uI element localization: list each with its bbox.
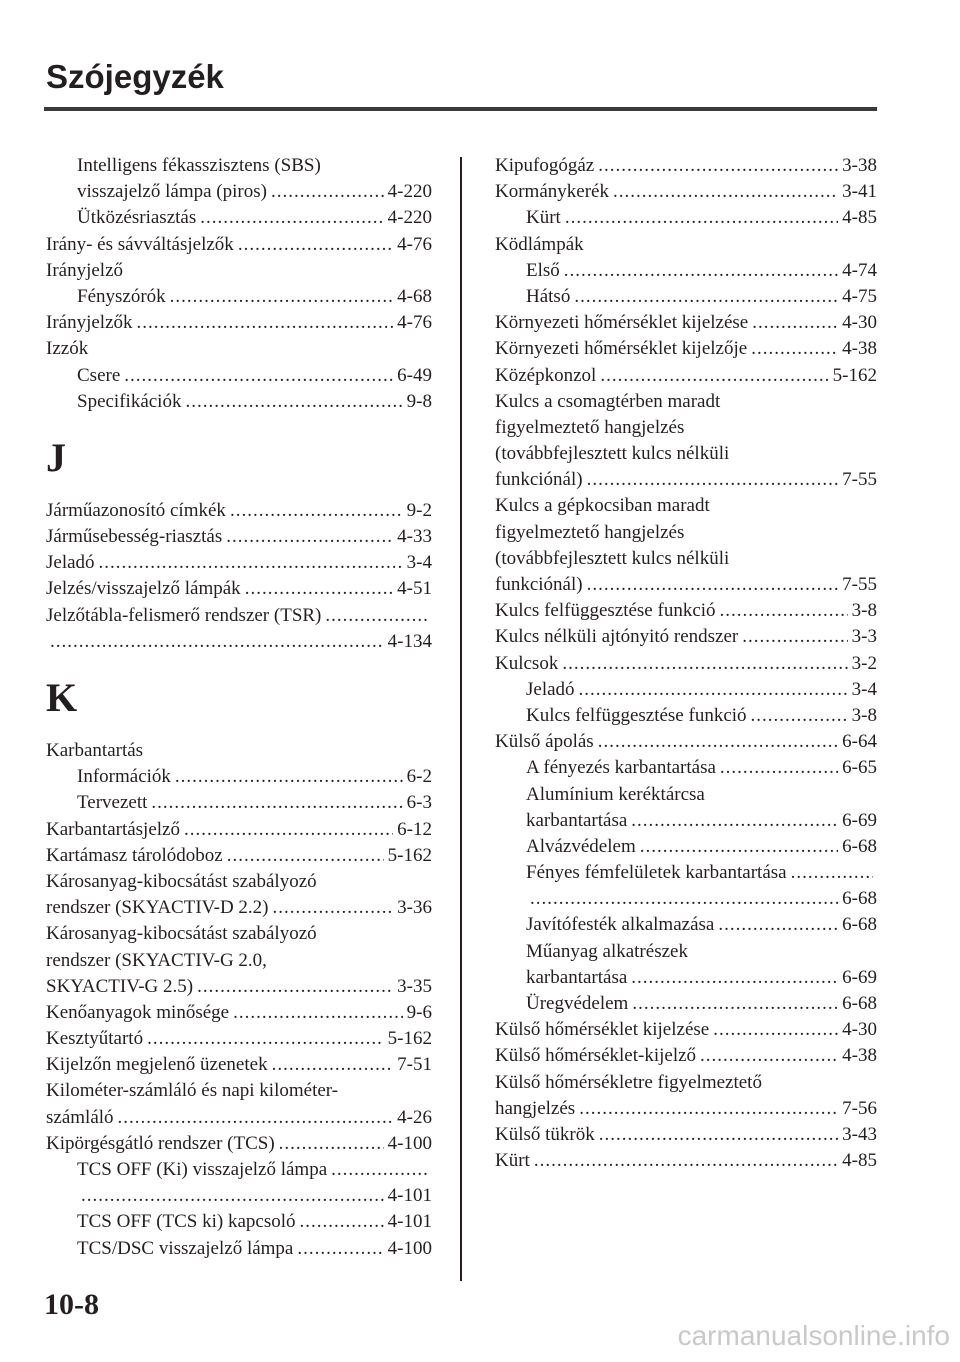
entry-label: Külső hőmérséklet-kijelző — [495, 1045, 697, 1067]
entry-page-ref: 4-134 — [387, 630, 432, 652]
entry-page-ref: 9-8 — [406, 390, 432, 412]
entry-label: Ütközésriasztás — [77, 207, 197, 229]
index-subentry — [46, 764, 432, 790]
entry-page-ref: 3-43 — [842, 1123, 877, 1145]
entry-page-ref: 9-6 — [406, 1001, 432, 1023]
entry-page-ref: 3-2 — [851, 652, 877, 674]
entry-label: Alumínium keréktárcsa — [526, 783, 705, 805]
index-subentry — [46, 153, 432, 179]
entry-page-ref: 7-56 — [842, 1097, 877, 1119]
entry-page-ref: 4-85 — [842, 207, 877, 229]
dot-leader — [273, 895, 394, 921]
index-entry — [46, 817, 432, 843]
entry-label: Kormánykerék — [495, 181, 609, 203]
entry-page-ref: 3-35 — [397, 975, 432, 997]
dot-leader — [325, 603, 428, 629]
entry-page-ref: 4-220 — [387, 181, 432, 203]
entry-label: számláló — [46, 1106, 114, 1128]
entry-label: Jelzés/visszajelző lámpák — [46, 578, 241, 600]
index-entry — [46, 498, 432, 524]
index-entry — [495, 651, 877, 677]
dot-leader — [50, 629, 384, 655]
index-subentry — [46, 1209, 432, 1235]
index-entry — [495, 336, 877, 362]
entry-label: Környezeti hőmérséklet kijelzése — [495, 312, 749, 334]
dot-leader — [331, 1157, 428, 1183]
index-entry — [46, 336, 432, 362]
dot-leader — [564, 258, 838, 284]
index-subentry — [46, 790, 432, 816]
entry-label: Kürt — [526, 207, 561, 229]
dot-leader — [613, 179, 838, 205]
index-subentry — [46, 179, 432, 205]
index-entry — [46, 1052, 432, 1078]
entry-page-ref: 5-162 — [832, 364, 877, 386]
entry-label: Kipörgésgátló rendszer (TCS) — [46, 1132, 275, 1154]
dot-leader — [742, 624, 847, 650]
dot-leader — [565, 205, 838, 231]
entry-label: Hátsó — [526, 285, 571, 307]
entry-label: Kulcsok — [495, 652, 559, 674]
index-entry — [46, 921, 432, 947]
entry-page-ref: 3-36 — [397, 897, 432, 919]
entry-page-ref: 6-65 — [842, 757, 877, 779]
entry-page-ref: 4-51 — [397, 578, 432, 600]
dot-leader — [226, 524, 393, 550]
index-subentry — [46, 1157, 432, 1183]
entry-label: Külső hőmérséklet kijelzése — [495, 1019, 710, 1041]
index-subentry — [495, 284, 877, 310]
dot-leader — [631, 808, 838, 834]
entry-page-ref: 4-30 — [842, 312, 877, 334]
entry-page-ref: 3-4 — [851, 678, 877, 700]
index-entry — [495, 1070, 877, 1096]
index-subentry — [495, 939, 877, 965]
index-column-right — [495, 153, 877, 1174]
entry-page-ref: 4-85 — [842, 1150, 877, 1172]
index-entry — [46, 603, 432, 629]
entry-label: Kartámasz tárolódoboz — [46, 844, 223, 866]
index-entry — [46, 843, 432, 869]
dot-leader — [227, 843, 384, 869]
entry-label: Alvázvédelem — [526, 835, 636, 857]
index-entry — [46, 1131, 432, 1157]
entry-label: Irányjelzők — [46, 312, 133, 334]
dot-leader — [534, 1148, 838, 1174]
dot-leader — [751, 703, 848, 729]
index-subentry — [495, 834, 877, 860]
index-entry — [495, 1017, 877, 1043]
entry-label: TCS OFF (Ki) visszajelző lámpa — [77, 1159, 328, 1180]
entry-label: Intelligens fékasszisztens (SBS) — [77, 155, 321, 176]
entry-label: Károsanyag-kibocsátást szabályozó — [46, 923, 317, 945]
entry-page-ref: 6-2 — [406, 766, 432, 788]
dot-leader — [600, 363, 828, 389]
dot-leader — [632, 991, 838, 1017]
entry-label: Ködlámpák — [495, 233, 584, 255]
entry-label: karbantartása — [526, 809, 628, 831]
index-subentry — [495, 755, 877, 781]
dot-leader — [530, 886, 838, 912]
dot-leader — [230, 498, 403, 524]
index-entry — [495, 441, 877, 467]
entry-label: Járműazonosító címkék — [46, 499, 226, 521]
entry-page-ref: 6-68 — [842, 835, 877, 857]
entry-label: Kulcs felfüggesztése funkció — [495, 600, 716, 622]
entry-label: Középkonzol — [495, 364, 597, 386]
entry-page-ref: 3-3 — [851, 626, 877, 648]
dot-leader — [147, 1026, 384, 1052]
dot-leader — [99, 550, 403, 576]
entry-label: Fényszórók — [77, 285, 166, 307]
entry-label: rendszer (SKYACTIV-D 2.2) — [46, 897, 269, 919]
entry-label: funkciónál) — [495, 469, 583, 491]
entry-label: Üregvédelem — [526, 993, 629, 1014]
entry-page-ref: 4-100 — [387, 1132, 432, 1154]
entry-label: Jeladó — [526, 678, 575, 700]
index-entry — [46, 974, 432, 1000]
index-entry — [46, 1078, 432, 1104]
entry-page-ref: 6-68 — [842, 888, 877, 910]
index-entry — [495, 363, 877, 389]
index-entry — [495, 415, 877, 441]
index-subentry — [495, 677, 877, 703]
index-entry — [495, 389, 877, 415]
dot-leader — [118, 1105, 394, 1131]
entry-label: figyelmeztető hangjelzés — [495, 521, 685, 543]
dot-leader — [579, 1096, 838, 1122]
entry-page-ref: 6-69 — [842, 966, 877, 988]
index-subentry — [46, 389, 432, 415]
entry-page-ref: 5-162 — [387, 1028, 432, 1050]
index-subentry — [46, 363, 432, 389]
entry-page-ref: 4-100 — [387, 1237, 432, 1259]
entry-label: Kesztyűtartó — [46, 1028, 144, 1050]
dot-leader — [185, 389, 402, 415]
dot-leader — [297, 1236, 383, 1262]
index-entry — [495, 729, 877, 755]
dot-leader — [587, 467, 839, 493]
index-entry — [46, 550, 432, 576]
dot-leader — [598, 729, 838, 755]
entry-label: Kulcs a gépkocsiban maradt — [495, 495, 710, 517]
index-entry — [495, 572, 877, 598]
entry-label: Kulcs felfüggesztése funkció — [526, 704, 747, 726]
entry-label: A fényezés karbantartása — [526, 757, 716, 779]
entry-page-ref: 7-55 — [842, 574, 877, 595]
dot-leader — [791, 860, 873, 886]
index-subentry — [46, 205, 432, 231]
dot-leader — [720, 598, 848, 624]
entry-page-ref: 3-38 — [842, 155, 877, 176]
entry-label: Külső hőmérsékletre figyelmeztető — [495, 1071, 762, 1093]
dot-leader — [720, 755, 838, 781]
dot-leader — [279, 1131, 384, 1157]
index-subentry — [495, 703, 877, 729]
entry-label: Izzók — [46, 338, 89, 360]
dot-leader — [151, 790, 402, 816]
index-entry — [46, 1026, 432, 1052]
entry-label: rendszer (SKYACTIV-G 2.0, — [46, 949, 267, 971]
dot-leader — [233, 1000, 403, 1026]
index-subentry — [46, 284, 432, 310]
index-entry — [46, 629, 432, 655]
index-entry — [46, 576, 432, 602]
entry-label: Környezeti hőmérséklet kijelzője — [495, 338, 748, 360]
entry-label: Jeladó — [46, 552, 95, 574]
entry-page-ref: 4-76 — [397, 233, 432, 255]
entry-page-ref: 7-55 — [842, 469, 877, 491]
entry-label: karbantartása — [526, 966, 628, 988]
index-entry — [495, 520, 877, 546]
entry-page-ref: 4-101 — [387, 1185, 432, 1207]
entry-page-ref: 4-101 — [387, 1211, 432, 1233]
index-subentry — [495, 205, 877, 231]
index-entry — [46, 869, 432, 895]
entry-page-ref: 3-41 — [842, 181, 877, 203]
dot-leader — [137, 310, 394, 336]
index-subentry — [495, 991, 877, 1017]
index-entry — [46, 258, 432, 284]
index-subentry — [495, 808, 877, 834]
entry-page-ref: 6-69 — [842, 809, 877, 831]
index-subentry — [495, 860, 877, 886]
section-letter: J — [46, 434, 66, 480]
entry-label: Kenőanyagok minősége — [46, 1001, 230, 1023]
entry-page-ref: 4-30 — [842, 1019, 877, 1041]
index-subentry — [46, 1183, 432, 1209]
entry-label: TCS/DSC visszajelző lámpa — [77, 1237, 294, 1259]
index-subentry — [495, 965, 877, 991]
index-subentry — [495, 912, 877, 938]
entry-label: Információk — [77, 766, 171, 788]
index-column-left — [46, 153, 432, 1262]
entry-page-ref: 6-49 — [397, 364, 432, 386]
index-subentry — [46, 1236, 432, 1262]
entry-label: Tervezett — [77, 792, 148, 814]
index-entry — [46, 738, 432, 764]
entry-page-ref: 4-220 — [387, 207, 432, 229]
entry-page-ref: 6-3 — [406, 792, 432, 814]
dot-leader — [713, 1017, 838, 1043]
dot-leader — [599, 1122, 838, 1148]
entry-page-ref: 4-74 — [842, 259, 877, 281]
dot-leader — [587, 572, 839, 598]
entry-label: Irány- és sávváltásjelzők — [46, 233, 234, 255]
entry-page-ref: 3-8 — [851, 704, 877, 726]
dot-leader — [81, 1183, 384, 1209]
entry-label: Külső ápolás — [495, 731, 594, 753]
entry-label: Kürt — [495, 1150, 530, 1172]
index-entry — [46, 895, 432, 921]
entry-label: Javítófesték alkalmazása — [526, 914, 715, 936]
entry-page-ref: 4-76 — [397, 312, 432, 334]
index-entry — [495, 232, 877, 258]
entry-label: Irányjelző — [46, 259, 124, 281]
index-entry — [46, 1105, 432, 1131]
header-rule — [44, 107, 877, 111]
page-number: 10-8 — [44, 1288, 99, 1321]
page-title: Szójegyzék — [46, 58, 224, 95]
entry-label: Kijelzőn megjelenő üzenetek — [46, 1054, 268, 1076]
index-entry — [495, 624, 877, 650]
dot-leader — [170, 284, 394, 310]
index-entry — [495, 179, 877, 205]
entry-page-ref: 4-26 — [397, 1106, 432, 1128]
dot-leader — [300, 1209, 384, 1235]
dot-leader — [631, 965, 838, 991]
entry-page-ref: 6-12 — [397, 818, 432, 840]
dot-leader — [197, 974, 393, 1000]
dot-leader — [579, 677, 848, 703]
index-entry — [495, 153, 877, 179]
entry-label: Kilométer-számláló és napi kilométer- — [46, 1080, 339, 1102]
index-entry — [495, 1043, 877, 1069]
dot-leader — [752, 310, 838, 336]
index-entry — [495, 467, 877, 493]
index-subentry — [495, 782, 877, 808]
entry-page-ref: 4-38 — [842, 338, 877, 360]
dot-leader — [640, 834, 838, 860]
entry-label: Károsanyag-kibocsátást szabályozó — [46, 870, 317, 892]
index-entry — [46, 948, 432, 974]
entry-label: Külső tükrök — [495, 1123, 595, 1145]
dot-leader — [272, 1052, 394, 1078]
section-letter: K — [46, 675, 78, 720]
entry-page-ref: 4-68 — [397, 285, 432, 307]
entry-label: Kulcs nélküli ajtónyitó rendszer — [495, 626, 739, 648]
column-divider — [460, 157, 462, 1281]
watermark: carmanualsonline.info — [677, 1320, 950, 1351]
entry-label: Első — [526, 259, 560, 281]
index-subentry — [495, 886, 877, 912]
dot-leader — [175, 764, 403, 790]
entry-page-ref: 3-8 — [851, 600, 877, 622]
index-entry — [495, 493, 877, 519]
dot-leader — [245, 576, 393, 602]
index-entry — [46, 524, 432, 550]
dot-leader — [200, 205, 383, 231]
dot-leader — [124, 363, 393, 389]
index-entry — [495, 598, 877, 624]
entry-label: Karbantartás — [46, 740, 144, 761]
entry-label: Karbantartásjelző — [46, 818, 180, 840]
entry-label: Jelzőtábla-felismerő rendszer (TSR) — [46, 604, 322, 626]
entry-label: funkciónál) — [495, 574, 583, 595]
index-entry — [495, 1096, 877, 1122]
index-entry — [495, 310, 877, 336]
entry-label: figyelmeztető hangjelzés — [495, 416, 685, 438]
entry-label: Specifikációk — [77, 390, 182, 412]
entry-page-ref: 6-64 — [842, 731, 877, 753]
dot-leader — [718, 912, 838, 938]
dot-leader — [184, 817, 393, 843]
dot-leader — [598, 153, 838, 179]
entry-label: Kulcs a csomagtérben maradt — [495, 390, 721, 412]
entry-label: hangjelzés — [495, 1097, 576, 1119]
entry-page-ref: 4-75 — [842, 285, 877, 307]
index-entry — [46, 1000, 432, 1026]
entry-page-ref: 4-38 — [842, 1045, 877, 1067]
entry-page-ref: 6-68 — [842, 914, 877, 936]
index-entry — [495, 1148, 877, 1174]
entry-label: (továbbfejlesztett kulcs nélküli — [495, 547, 730, 569]
entry-label: visszajelző lámpa (piros) — [77, 181, 267, 203]
entry-page-ref: 7-51 — [397, 1054, 432, 1076]
index-entry — [495, 1122, 877, 1148]
entry-page-ref: 9-2 — [406, 499, 432, 521]
dot-leader — [271, 179, 384, 205]
entry-label: SKYACTIV-G 2.5) — [46, 975, 194, 997]
entry-label: Csere — [77, 364, 121, 386]
entry-label: Műanyag alkatrészek — [526, 940, 688, 962]
entry-label: Kipufogógáz — [495, 155, 595, 176]
dot-leader — [751, 336, 838, 362]
entry-label: TCS OFF (TCS ki) kapcsoló — [77, 1211, 296, 1233]
entry-label: Fényes fémfelületek karbantartása — [526, 862, 787, 884]
index-entry — [46, 232, 432, 258]
dot-leader — [574, 284, 838, 310]
dot-leader — [562, 651, 847, 677]
dot-leader — [700, 1043, 838, 1069]
index-subentry — [495, 258, 877, 284]
entry-page-ref: 3-4 — [406, 552, 432, 574]
entry-page-ref: 4-33 — [397, 526, 432, 548]
entry-label: (továbbfejlesztett kulcs nélküli — [495, 443, 730, 465]
entry-page-ref: 6-68 — [842, 993, 877, 1014]
entry-label: Járműsebesség-riasztás — [46, 526, 223, 548]
entry-page-ref: 5-162 — [387, 844, 432, 866]
dot-leader — [238, 232, 393, 258]
index-entry — [495, 546, 877, 572]
index-entry — [46, 310, 432, 336]
